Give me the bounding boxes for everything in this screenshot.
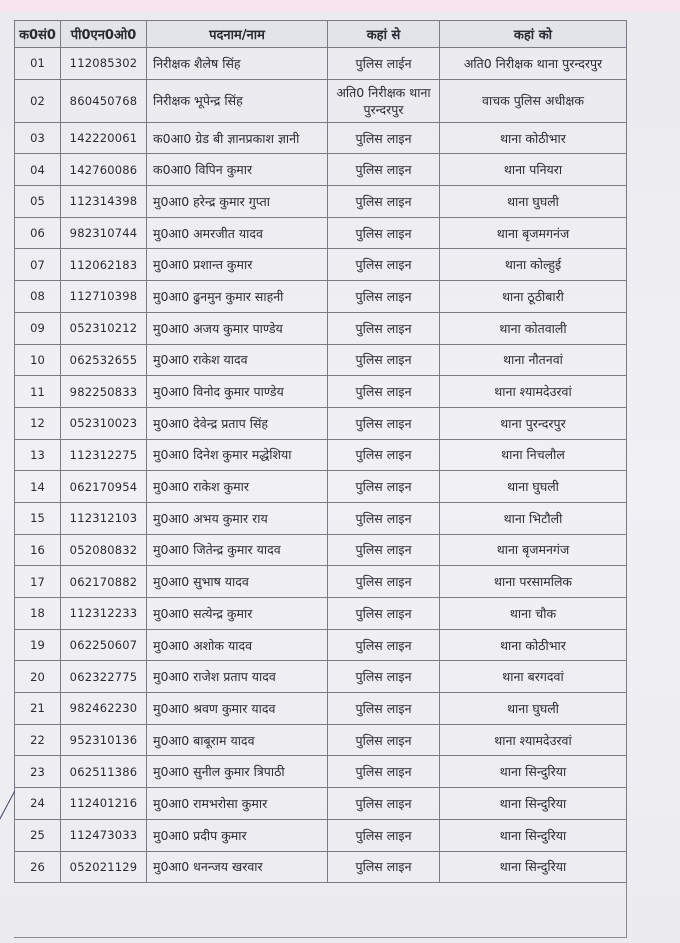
pno-cell: 112314398 [61,186,147,218]
from-cell: पुलिस लाइन [328,344,440,376]
from-cell: पुलिस लाइन [328,186,440,218]
serial-no-cell: 14 [15,471,61,503]
serial-no-cell: 09 [15,312,61,344]
from-cell: पुलिस लाइन [328,693,440,725]
table-row [15,407,627,439]
from-cell: पुलिस लाइन [328,122,440,154]
table-row [15,217,627,249]
pno-cell: 982462230 [61,693,147,725]
from-cell: पुलिस लाइन [328,312,440,344]
serial-no-cell: 01 [15,48,61,80]
designation-name-cell: मु0आ0 सुभाष यादव [147,566,328,598]
designation-name-cell: मु0आ0 ढुनमुन कुमार साहनी [147,281,328,313]
pno-cell: 052310212 [61,312,147,344]
designation-name-cell: मु0आ0 देवेन्द्र प्रताप सिंह [147,407,328,439]
designation-name-cell: मु0आ0 दिनेश कुमार मद्धेशिया [147,439,328,471]
from-cell: पुलिस लाइन [328,376,440,408]
designation-name-cell: मु0आ0 जितेन्द्र कुमार यादव [147,534,328,566]
from-cell: पुलिस लाइन [328,502,440,534]
table-row [15,376,627,408]
pno-cell: 142220061 [61,122,147,154]
table-row [15,122,627,154]
to-cell: थाना बृजमगनंज [440,217,627,249]
from-cell: पुलिस लाइन [328,154,440,186]
pno-cell: 112710398 [61,281,147,313]
table-row [15,344,627,376]
from-cell-text: अति0 निरीक्षक थाना पुरन्दरपुर [336,84,431,117]
pno-cell: 112312103 [61,502,147,534]
from-cell: पुलिस लाइन [328,534,440,566]
serial-no-cell: 02 [15,79,61,122]
pno-cell: 982250833 [61,376,147,408]
table-row [15,724,627,756]
table-row [15,661,627,693]
designation-name-cell: मु0आ0 रामभरोसा कुमार [147,788,328,820]
header-serial-no: क0सं0 [15,21,61,48]
to-cell: थाना कोठीभार [440,122,627,154]
to-cell: थाना बृजमनगंज [440,534,627,566]
serial-no-cell: 07 [15,249,61,281]
pno-cell: 062322775 [61,661,147,693]
pno-cell: 860450768 [61,79,147,122]
from-cell: पुलिस लाइन [328,249,440,281]
from-cell: पुलिस लाइन [328,439,440,471]
pno-cell: 112312233 [61,598,147,630]
from-cell: पुलिस लाइन [328,724,440,756]
serial-no-cell: 04 [15,154,61,186]
designation-name-cell: मु0आ0 राजेश प्रताप यादव [147,661,328,693]
table-row [15,598,627,630]
table-row [15,249,627,281]
header-from: कहां से [328,21,440,48]
pno-cell: 952310136 [61,724,147,756]
serial-no-cell: 10 [15,344,61,376]
from-cell: पुलिस लाइन [328,281,440,313]
pno-cell: 062511386 [61,756,147,788]
designation-name-cell: मु0आ0 अभय कुमार राय [147,502,328,534]
to-cell: थाना निचलौल [440,439,627,471]
to-cell: थाना कोठीभार [440,629,627,661]
to-cell: थाना नौतनवां [440,344,627,376]
designation-name-cell: मु0आ0 अमरजीत यादव [147,217,328,249]
designation-name-cell: मु0आ0 प्रदीप कुमार [147,819,328,851]
serial-no-cell: 25 [15,819,61,851]
to-cell: थाना कोल्हुई [440,249,627,281]
serial-no-cell: 18 [15,598,61,630]
table-row [15,693,627,725]
serial-no-cell: 23 [15,756,61,788]
header-designation-name: पदनाम/नाम [147,21,328,48]
table-header-row [15,21,627,48]
designation-name-cell: मु0आ0 श्रवण कुमार यादव [147,693,328,725]
from-cell: पुलिस लाइन [328,756,440,788]
from-cell: पुलिस लाइन [328,788,440,820]
table-row [15,819,627,851]
to-cell: थाना बरगदवां [440,661,627,693]
from-cell: पुलिस लाइन [328,661,440,693]
serial-no-cell: 13 [15,439,61,471]
from-cell: पुलिस लाइन [328,566,440,598]
designation-name-cell: मु0आ0 धनन्जय खरवार [147,851,328,883]
serial-no-cell: 08 [15,281,61,313]
from-cell: पुलिस लाइन [328,407,440,439]
transfer-table [14,20,627,883]
from-cell: पुलिस लाइन [328,851,440,883]
pno-cell: 142760086 [61,154,147,186]
table-row [15,471,627,503]
table-row [15,281,627,313]
from-cell: पुलिस लाइन [328,217,440,249]
transfer-list-sheet [14,20,627,938]
designation-name-cell: क0आ0 ग्रेड बी ज्ञानप्रकाश ज्ञानी [147,122,328,154]
serial-no-cell: 19 [15,629,61,661]
pno-cell: 112062183 [61,249,147,281]
serial-no-cell: 17 [15,566,61,598]
pno-cell: 062532655 [61,344,147,376]
designation-name-cell: मु0आ0 अजय कुमार पाण्डेय [147,312,328,344]
serial-no-cell: 03 [15,122,61,154]
header-to: कहां को [440,21,627,48]
pno-cell: 112401216 [61,788,147,820]
from-cell: पुलिस लाइन [328,629,440,661]
table-row [15,788,627,820]
designation-name-cell: निरीक्षक भूपेन्द्र सिंह [147,79,328,122]
pno-cell: 052080832 [61,534,147,566]
table-row [15,502,627,534]
pno-cell: 112473033 [61,819,147,851]
to-cell: थाना घुघली [440,693,627,725]
table-row [15,534,627,566]
serial-no-cell: 11 [15,376,61,408]
top-strip [0,0,680,12]
table-row [15,851,627,883]
from-cell: पुलिस लाइन [328,598,440,630]
to-cell: वाचक पुलिस अधीक्षक [440,79,627,122]
paper-background [0,12,680,943]
from-cell: पुलिस लाइन [328,819,440,851]
to-cell: थाना ठूठीबारी [440,281,627,313]
designation-name-cell: निरीक्षक शैलेष सिंह [147,48,328,80]
to-cell: थाना श्यामदेउरवां [440,724,627,756]
serial-no-cell: 20 [15,661,61,693]
table-row [15,154,627,186]
designation-name-cell: मु0आ0 राकेश कुमार [147,471,328,503]
to-cell: थाना सिन्दुरिया [440,851,627,883]
table-row [15,756,627,788]
from-cell: पुलिस लाइन [328,471,440,503]
serial-no-cell: 05 [15,186,61,218]
to-cell: थाना श्यामदेउरवां [440,376,627,408]
designation-name-cell: मु0आ0 राकेश यादव [147,344,328,376]
from-cell: पुलिस लाईन [328,48,440,80]
designation-name-cell: मु0आ0 प्रशान्त कुमार [147,249,328,281]
to-cell: अति0 निरीक्षक थाना पुरन्दरपुर [440,48,627,80]
serial-no-cell: 15 [15,502,61,534]
designation-name-cell: क0आ0 विपिन कुमार [147,154,328,186]
pno-cell: 062170954 [61,471,147,503]
designation-name-cell: मु0आ0 अशोक यादव [147,629,328,661]
to-cell: थाना सिन्दुरिया [440,788,627,820]
pno-cell: 062250607 [61,629,147,661]
serial-no-cell: 16 [15,534,61,566]
serial-no-cell: 22 [15,724,61,756]
pno-cell: 062170882 [61,566,147,598]
designation-name-cell: मु0आ0 सुनील कुमार त्रिपाठी [147,756,328,788]
designation-name-cell: मु0आ0 सत्येन्द्र कुमार [147,598,328,630]
pno-cell: 052310023 [61,407,147,439]
table-row [15,48,627,80]
to-cell: थाना कोतवाली [440,312,627,344]
pno-cell: 982310744 [61,217,147,249]
table-row [15,312,627,344]
header-pno: पी0एन0ओ0 [61,21,147,48]
serial-no-cell: 06 [15,217,61,249]
to-cell: थाना घुघली [440,186,627,218]
to-cell: थाना घुघली [440,471,627,503]
designation-name-cell: मु0आ0 हरेन्द्र कुमार गुप्ता [147,186,328,218]
to-cell: थाना सिन्दुरिया [440,756,627,788]
table-row [15,566,627,598]
to-cell: थाना भिटौली [440,502,627,534]
designation-name-cell: मु0आ0 बाबूराम यादव [147,724,328,756]
pno-cell: 052021129 [61,851,147,883]
to-cell: थाना सिन्दुरिया [440,819,627,851]
serial-no-cell: 24 [15,788,61,820]
serial-no-cell: 12 [15,407,61,439]
from-cell [328,79,440,122]
table-row [15,79,627,122]
serial-no-cell: 21 [15,693,61,725]
to-cell: थाना पनियरा [440,154,627,186]
pno-cell: 112085302 [61,48,147,80]
to-cell: थाना परसामलिक [440,566,627,598]
pno-cell: 112312275 [61,439,147,471]
serial-no-cell: 26 [15,851,61,883]
designation-name-cell: मु0आ0 विनोद कुमार पाण्डेय [147,376,328,408]
table-row [15,439,627,471]
to-cell: थाना पुरन्दरपुर [440,407,627,439]
to-cell: थाना चौक [440,598,627,630]
table-row [15,186,627,218]
table-row [15,629,627,661]
